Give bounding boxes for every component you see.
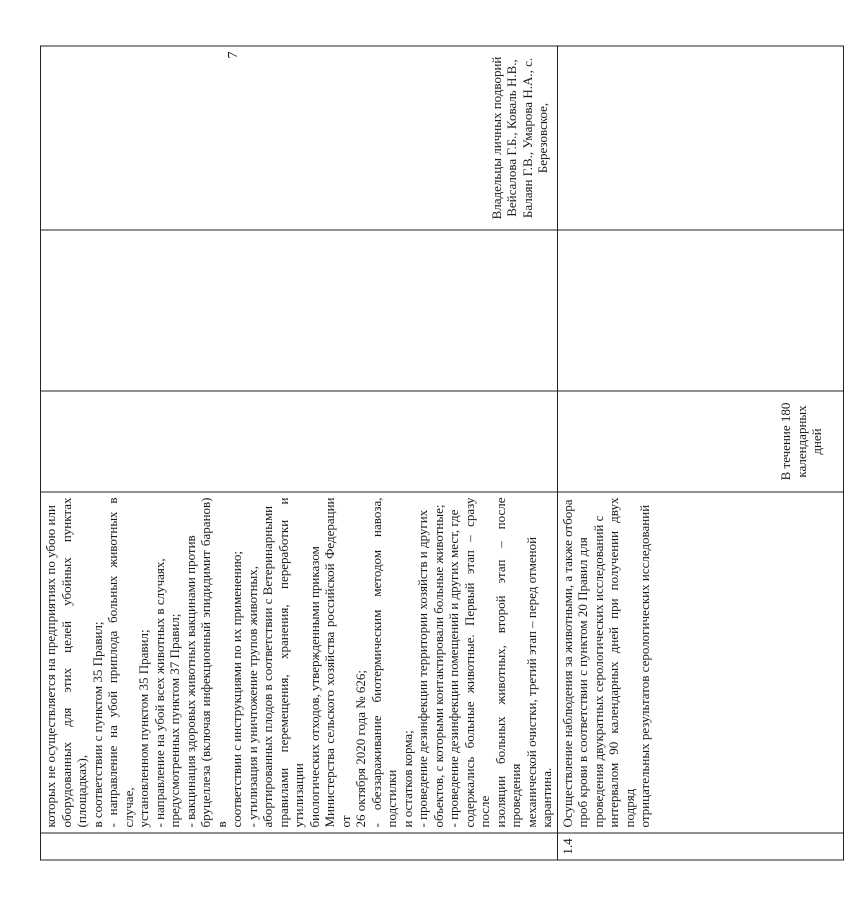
table-row: [41, 46, 558, 860]
text-line: правилами перемещения, хранения, переработки и утилизации: [275, 497, 306, 827]
text-line: - обеззараживание биотермическим методом навоза, подстилки: [368, 497, 399, 827]
text-line: Министерства сельского хозяйства российской Федерации от: [322, 497, 353, 827]
text-line: Осуществление наблюдения за животными, а также отбора: [559, 499, 575, 827]
text-line: изоляции больных животных, второй этап – после проведения: [492, 497, 523, 827]
table-row: [557, 46, 843, 860]
responsible-cell: [557, 46, 843, 230]
rotated-page: [40, 45, 824, 860]
text-line: - проведение дезинфекции помещений и других мест, где: [446, 509, 461, 827]
measure-description: [41, 492, 558, 833]
text-line: оборудованных для этих целей убойных пунктах (площадках),: [58, 497, 89, 827]
text-line: 26 октября 2020 года № 626;: [353, 669, 368, 827]
text-line: - вакцинация здоровых животных вакцинами против: [182, 534, 198, 827]
text-line: - утилизация и уничтожение трупов животных,: [244, 565, 260, 827]
text-line: соответствии с инструкциями по их применению;: [229, 550, 244, 827]
text-line: которых не осуществляется на предприятиях по убою или: [43, 504, 58, 827]
empty-cell: [41, 230, 558, 391]
text-line: отрицательных результатов серологических исследований: [637, 504, 652, 827]
text-line: и остатков корма;: [399, 729, 415, 827]
term-cell: В течение 180 календарных дней: [557, 391, 843, 492]
text-line: - направление на убой всех животных в случаях,: [151, 557, 167, 827]
text-line: установленном пунктом 35 Правил;: [136, 628, 151, 827]
text-line: в соответствии с пунктом 35 Правил;: [89, 620, 105, 827]
text-line: механической очистки, третий этап – перед отменой: [523, 536, 539, 827]
empty-cell: [557, 230, 843, 391]
text-line: бруцеллеза (включая инфекционный эпидидимит баранов) в: [198, 497, 229, 827]
term-cell: [41, 391, 558, 492]
text-line: карантина.: [539, 767, 554, 827]
responsible-cell: Владельцы личных подворий Вейсалова Г.Б., Коваль Н.В., Балаян Г.В., Умарова Н.А., с. Березовское,: [41, 46, 558, 230]
text-line: проб крови в соответствии с пунктом 20 Правил для: [575, 536, 590, 827]
text-line: объектов, с которыми контактировали больные животные;: [430, 504, 446, 827]
measures-table: [40, 45, 844, 860]
row-number: 1.4: [557, 833, 843, 860]
text-line: - проведение дезинфекции территории хозяйств и других: [415, 509, 430, 827]
text-line: предусмотренных пунктом 37 Правил;: [167, 613, 182, 827]
text-line: содержались больные животные. Первый этап – сразу после: [461, 497, 492, 827]
row-number: [41, 833, 558, 860]
page-number: 7: [226, 51, 241, 58]
text-line: проведения двукратных серологических исследований с: [590, 515, 606, 827]
text-line: - направление на убой приплода больных животных в случае,: [105, 497, 136, 827]
text-line: абортированных плодов в соответствии с Ветеринарными: [260, 505, 275, 827]
text-line: интервалом 90 календарных дней при получении двух подряд: [606, 497, 637, 827]
measure-description: [557, 492, 843, 833]
text-line: биологических отходов, утвержденными приказом: [306, 545, 322, 827]
